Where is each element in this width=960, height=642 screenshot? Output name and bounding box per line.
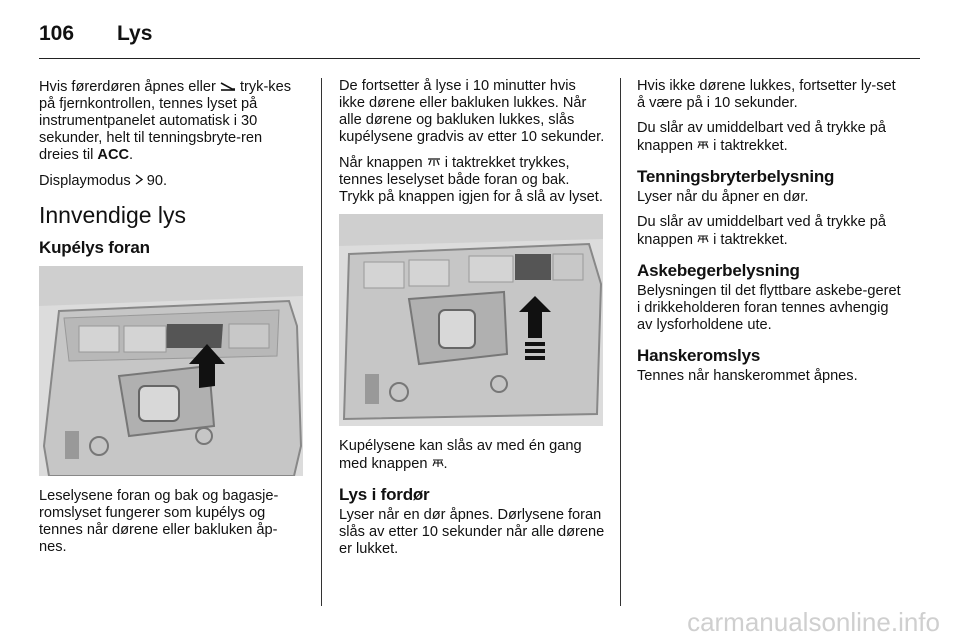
header-rule [39,58,920,59]
figure-front-light-panel [39,266,303,476]
interior-light-off-icon [697,231,709,248]
interior-light-off-icon [697,137,709,154]
paragraph-glovebox: Tennes når hanskerommet åpnes. [637,368,858,384]
paragraph-duration: De fortsetter å lyse i 10 minutter hvis ikke dørene eller bakluken lukkes. Når alle dørene og bakluken lukkes, slås kupélysene gradvis av etter 10 sekunder. [339,78,605,145]
page-number: 106 [39,22,75,45]
unlock-icon [220,78,236,95]
acc-label: ACC [97,147,130,163]
paragraph-ignition-on: Lyser når du åpner en dør. [637,189,809,205]
column-divider-2 [620,78,621,606]
paragraph-reading-lights: Leselysene foran og bak og bagasje-romslyset fungerer som kupélys og tennes når dørene eller bakluken åp-nes. [39,488,279,555]
heading-front-interior-light: Kupélys foran [39,238,150,257]
page-ref-arrow-icon[interactable] [135,172,143,189]
paragraph-ashtray: Belysningen til det flyttbare askebe-geret i drikkeholderen foran tennes avhengig av lysforholdene ute. [637,283,901,333]
paragraph-lights-off: Kupélysene kan slås av med én gang med knappen . [339,438,582,472]
paragraph-switch-off-1: Du slår av umiddelbart ved å trykke på knappen i taktrekket. [637,120,887,154]
heading-ashtray-light: Askebegerbelysning [637,261,800,280]
column-divider-1 [321,78,322,606]
watermark: carmanualsonline.info [687,607,940,637]
paragraph-reading-button: Når knappen i taktrekket trykkes, tennes leselyset både foran og bak. Trykk på knappen igjen for å slå av lyset. [339,155,603,205]
column-2 [339,78,605,566]
heading-interior-lights: Innvendige lys [39,202,187,228]
reading-light-icon [427,154,441,171]
paragraph-doors-open: Hvis ikke dørene lukkes, fortsetter ly-set å være på i 10 sekunder. [637,78,896,111]
paragraph-door-light: Lyser når en dør åpnes. Dørlysene foran slås av etter 10 sekunder når alle dørene er lukket. [339,507,605,557]
column-3 [637,78,907,393]
heading-glovebox-light: Hanskeromslys [637,346,761,365]
paragraph-switch-off-2: Du slår av umiddelbart ved å trykke på knappen i taktrekket. [637,214,887,248]
paragraph-remote: Hvis førerdøren åpnes eller tryk-kes på fjernkontrollen, tennes lyset på instrumentpanelet automatisk i 30 sekunder, helt til tenningsbryte-ren dreies til ACC. [39,79,292,163]
paragraph-display-mode: Displaymodus 90. [39,173,168,189]
heading-front-door-light: Lys i fordør [339,485,430,504]
column-1 [39,78,305,564]
heading-ignition-light: Tenningsbryterbelysning [637,167,835,186]
page-title: Lys [117,22,153,45]
page-ref-link[interactable]: 90. [146,173,168,189]
interior-light-off-icon [432,455,444,472]
figure-rear-light-panel [339,214,603,426]
